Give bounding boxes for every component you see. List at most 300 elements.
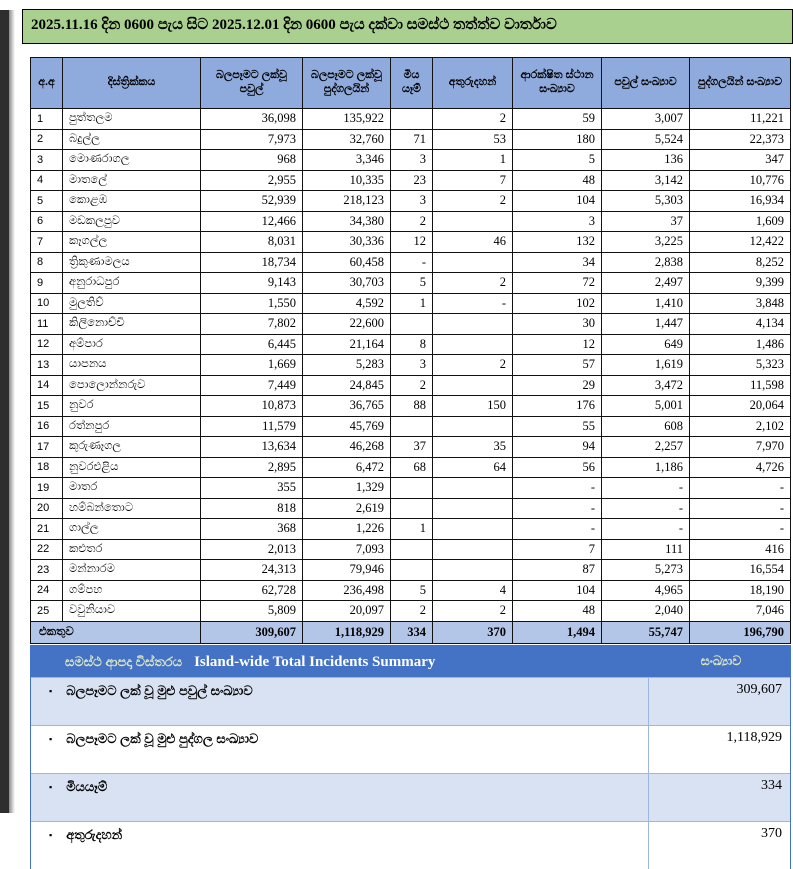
table-row [31, 396, 791, 417]
district-name-cell: පොලොන්නරුව [63, 375, 201, 396]
value-cell: 34,380 [303, 211, 391, 232]
value-cell: 18,190 [690, 580, 791, 601]
value-cell: 12 [391, 232, 433, 253]
table-header-row [31, 58, 791, 109]
value-cell: 1,609 [690, 211, 791, 232]
value-cell [391, 539, 433, 560]
value-cell [433, 314, 513, 335]
value-cell: 11,598 [690, 375, 791, 396]
value-cell: 2 [433, 191, 513, 212]
value-cell: 180 [513, 129, 602, 150]
district-name-cell: වවුනියාව [63, 601, 201, 622]
value-cell: 8,031 [201, 232, 303, 253]
row-number-cell: 15 [31, 396, 63, 417]
district-name-cell: ගම්පහ [63, 580, 201, 601]
value-cell: 4,965 [602, 580, 690, 601]
value-cell: 5,524 [602, 129, 690, 150]
district-name-cell: හම්බන්තොට [63, 498, 201, 519]
summary-count-header: සංඛ්‍යාව [700, 654, 742, 668]
value-cell: 7 [513, 539, 602, 560]
total-label-cell: එකතුව [31, 621, 201, 643]
district-name-cell: යාපනය [63, 355, 201, 376]
value-cell: 37 [602, 211, 690, 232]
district-name-cell: මාතලේ [63, 170, 201, 191]
column-header: අතුරුදහන් [433, 58, 513, 109]
summary-row [31, 725, 790, 773]
value-cell: 2 [391, 211, 433, 232]
value-cell: 2,955 [201, 170, 303, 191]
value-cell: 1,486 [690, 334, 791, 355]
value-cell: 2 [433, 601, 513, 622]
summary-title-english: Island-wide Total Incidents Summary [194, 653, 436, 670]
value-cell: 111 [602, 539, 690, 560]
summary-label-cell [31, 822, 649, 869]
value-cell: 37 [391, 437, 433, 458]
value-cell: 12,466 [201, 211, 303, 232]
total-value-cell: 55,747 [602, 621, 690, 643]
district-name-cell: කළුතර [63, 539, 201, 560]
value-cell: 818 [201, 498, 303, 519]
value-cell: 7,046 [690, 601, 791, 622]
row-number-cell: 22 [31, 539, 63, 560]
value-cell: 150 [433, 396, 513, 417]
table-row [31, 314, 791, 335]
value-cell: 16,554 [690, 560, 791, 581]
value-cell: 11,221 [690, 109, 791, 130]
table-row [31, 252, 791, 273]
value-cell: 8,252 [690, 252, 791, 273]
row-number-cell: 2 [31, 129, 63, 150]
district-name-cell: මුලතිව් [63, 293, 201, 314]
value-cell: 12 [513, 334, 602, 355]
table-row [31, 293, 791, 314]
table-row [31, 232, 791, 253]
summary-label-cell [31, 726, 649, 773]
value-cell: 20,064 [690, 396, 791, 417]
total-value-cell: 334 [391, 621, 433, 643]
value-cell: 2 [433, 109, 513, 130]
value-cell: 218,123 [303, 191, 391, 212]
value-cell: 36,765 [303, 396, 391, 417]
report-title: 2025.11.16 දින 0600 පැය සිට 2025.12.01 දින 0600 පැය දක්වා සමස්ථ තත්ත්ව වාර්තාව [22, 9, 793, 44]
value-cell: - [690, 519, 791, 540]
summary-label-cell [31, 774, 649, 821]
row-number-cell: 8 [31, 252, 63, 273]
value-cell: 48 [513, 601, 602, 622]
value-cell: 8 [391, 334, 433, 355]
value-cell: 87 [513, 560, 602, 581]
value-cell: 5,283 [303, 355, 391, 376]
district-name-cell: අනුරාධපුර [63, 273, 201, 294]
value-cell: - [513, 519, 602, 540]
total-value-cell: 1,494 [513, 621, 602, 643]
value-cell: 2,838 [602, 252, 690, 273]
value-cell [391, 416, 433, 437]
row-number-cell: 1 [31, 109, 63, 130]
district-statistics-table [30, 57, 791, 644]
summary-row [31, 821, 790, 869]
value-cell: 56 [513, 457, 602, 478]
value-cell: 4,592 [303, 293, 391, 314]
value-cell: 968 [201, 150, 303, 171]
value-cell: 5,303 [602, 191, 690, 212]
value-cell [433, 560, 513, 581]
row-number-cell: 18 [31, 457, 63, 478]
row-number-cell: 16 [31, 416, 63, 437]
summary-row-label: අතුරුදහන් [66, 827, 123, 842]
value-cell: 9,143 [201, 273, 303, 294]
value-cell: - [602, 498, 690, 519]
summary-row-value: 370 [761, 826, 782, 841]
page-left-edge [0, 10, 9, 813]
value-cell: 135,922 [303, 109, 391, 130]
district-name-cell: කොළඹ [63, 191, 201, 212]
value-cell: 10,873 [201, 396, 303, 417]
total-value-cell: 309,607 [201, 621, 303, 643]
value-cell: 3,007 [602, 109, 690, 130]
district-name-cell: බදුල්ල [63, 129, 201, 150]
value-cell: 1,410 [602, 293, 690, 314]
value-cell: 1,226 [303, 519, 391, 540]
value-cell: 94 [513, 437, 602, 458]
summary-title-sinhala: සමස්ථ ආපදා විස්තරය [65, 653, 183, 669]
district-name-cell: අම්පාර [63, 334, 201, 355]
value-cell [433, 211, 513, 232]
district-name-cell: මොණරාගල [63, 150, 201, 171]
value-cell: 1 [391, 519, 433, 540]
row-number-cell: 19 [31, 478, 63, 499]
value-cell: 45,769 [303, 416, 391, 437]
value-cell: 7,973 [201, 129, 303, 150]
value-cell: 1,619 [602, 355, 690, 376]
total-value-cell: 1,118,929 [303, 621, 391, 643]
value-cell: 6,445 [201, 334, 303, 355]
row-number-cell: 17 [31, 437, 63, 458]
table-row [31, 355, 791, 376]
value-cell: 1,669 [201, 355, 303, 376]
value-cell: 52,939 [201, 191, 303, 212]
value-cell: 3 [513, 211, 602, 232]
value-cell: 416 [690, 539, 791, 560]
value-cell: 21,164 [303, 334, 391, 355]
value-cell: 3,848 [690, 293, 791, 314]
row-number-cell: 11 [31, 314, 63, 335]
district-name-cell: කුරුණෑගල [63, 437, 201, 458]
value-cell [433, 478, 513, 499]
value-cell: 104 [513, 191, 602, 212]
column-header: ආරක්ෂිත ස්ථාන සංඛ්‍යාව [513, 58, 602, 109]
table-row [31, 478, 791, 499]
total-value-cell: 196,790 [690, 621, 791, 643]
district-name-cell: මඩකලපුව [63, 211, 201, 232]
value-cell: 60,458 [303, 252, 391, 273]
value-cell: 32,760 [303, 129, 391, 150]
value-cell: 18,734 [201, 252, 303, 273]
value-cell: - [602, 478, 690, 499]
value-cell: 4,726 [690, 457, 791, 478]
value-cell: 6,472 [303, 457, 391, 478]
column-header: දිස්ත්‍රික්කය [63, 58, 201, 109]
value-cell: - [433, 293, 513, 314]
value-cell: 30,336 [303, 232, 391, 253]
value-cell: 132 [513, 232, 602, 253]
value-cell: 4,134 [690, 314, 791, 335]
value-cell [433, 416, 513, 437]
value-cell: 236,498 [303, 580, 391, 601]
value-cell: 7,449 [201, 375, 303, 396]
table-row [31, 539, 791, 560]
value-cell: 5 [391, 273, 433, 294]
value-cell: 24,313 [201, 560, 303, 581]
summary-row-label: බලපෑමට ලක් වූ මුළු පුද්ගල සංඛ්‍යාව [66, 731, 259, 746]
column-header: අ.අ [31, 58, 63, 109]
value-cell: 48 [513, 170, 602, 191]
value-cell: 2,013 [201, 539, 303, 560]
value-cell: 176 [513, 396, 602, 417]
value-cell: 30 [513, 314, 602, 335]
value-cell: 608 [602, 416, 690, 437]
value-cell: 5,323 [690, 355, 791, 376]
value-cell: 36,098 [201, 109, 303, 130]
value-cell: 46,268 [303, 437, 391, 458]
value-cell: - [690, 498, 791, 519]
value-cell: 22,600 [303, 314, 391, 335]
row-number-cell: 25 [31, 601, 63, 622]
row-number-cell: 24 [31, 580, 63, 601]
district-name-cell: ත්‍රිකුණාමලය [63, 252, 201, 273]
value-cell: 3 [391, 355, 433, 376]
value-cell: 79,946 [303, 560, 391, 581]
district-name-cell: නුවරඑළිය [63, 457, 201, 478]
table-row [31, 580, 791, 601]
table-row [31, 457, 791, 478]
table-row [31, 334, 791, 355]
value-cell: 59 [513, 109, 602, 130]
value-cell: 29 [513, 375, 602, 396]
value-cell [391, 560, 433, 581]
value-cell [391, 314, 433, 335]
total-value-cell: 370 [433, 621, 513, 643]
value-cell: 1,186 [602, 457, 690, 478]
row-number-cell: 12 [31, 334, 63, 355]
value-cell [391, 478, 433, 499]
value-cell: 7,093 [303, 539, 391, 560]
value-cell: 2,497 [602, 273, 690, 294]
value-cell: 2 [391, 601, 433, 622]
value-cell: 46 [433, 232, 513, 253]
value-cell [433, 519, 513, 540]
value-cell: 62,728 [201, 580, 303, 601]
value-cell: 3,142 [602, 170, 690, 191]
value-cell: 368 [201, 519, 303, 540]
table-row [31, 273, 791, 294]
value-cell: 104 [513, 580, 602, 601]
district-name-cell: මන්නාරම [63, 560, 201, 581]
value-cell: 1,329 [303, 478, 391, 499]
value-cell: 1,447 [602, 314, 690, 335]
value-cell: - [690, 478, 791, 499]
summary-row [31, 773, 790, 821]
value-cell: 3 [391, 150, 433, 171]
value-cell: 649 [602, 334, 690, 355]
district-name-cell: රත්නපුර [63, 416, 201, 437]
value-cell: - [391, 252, 433, 273]
value-cell: 2,257 [602, 437, 690, 458]
value-cell: - [513, 478, 602, 499]
table-row [31, 437, 791, 458]
row-number-cell: 5 [31, 191, 63, 212]
value-cell: 2 [433, 273, 513, 294]
island-wide-summary-table [30, 645, 791, 869]
value-cell: 57 [513, 355, 602, 376]
table-row [31, 560, 791, 581]
summary-row-value: 1,118,929 [726, 730, 782, 745]
summary-title [31, 653, 652, 671]
value-cell [433, 252, 513, 273]
summary-row-label: මියයෑම් [66, 779, 108, 794]
table-row [31, 375, 791, 396]
value-cell: 20,097 [303, 601, 391, 622]
value-cell: 35 [433, 437, 513, 458]
value-cell: 72 [513, 273, 602, 294]
bullet-icon: ▪ [49, 830, 53, 840]
page-left-edge-shadow [9, 10, 15, 813]
value-cell [433, 375, 513, 396]
value-cell: 11,579 [201, 416, 303, 437]
value-cell: 5 [513, 150, 602, 171]
row-number-cell: 13 [31, 355, 63, 376]
summary-row-value: 334 [761, 778, 782, 793]
bullet-icon: ▪ [49, 734, 53, 744]
district-name-cell: ගාල්ල [63, 519, 201, 540]
column-header: මිය යෑම් [391, 58, 433, 109]
summary-label-cell [31, 678, 649, 725]
district-name-cell: කෑගල්ල [63, 232, 201, 253]
row-number-cell: 20 [31, 498, 63, 519]
value-cell: 5 [391, 580, 433, 601]
table-row [31, 519, 791, 540]
district-name-cell: කිලිනොච්චි [63, 314, 201, 335]
table-total-row [31, 621, 791, 643]
value-cell: 4 [433, 580, 513, 601]
value-cell [433, 539, 513, 560]
value-cell [433, 334, 513, 355]
value-cell: 30,703 [303, 273, 391, 294]
value-cell: 5,809 [201, 601, 303, 622]
value-cell: 22,373 [690, 129, 791, 150]
value-cell: 3,225 [602, 232, 690, 253]
column-header: පවුල් සංඛ්‍යාව [602, 58, 690, 109]
value-cell: 10,335 [303, 170, 391, 191]
value-cell: 2,895 [201, 457, 303, 478]
value-cell: 68 [391, 457, 433, 478]
value-cell: 7 [433, 170, 513, 191]
column-header: පුද්ගලයින් සංඛ්‍යාව [690, 58, 791, 109]
row-number-cell: 21 [31, 519, 63, 540]
table-row [31, 150, 791, 171]
value-cell [391, 109, 433, 130]
value-cell: - [602, 519, 690, 540]
value-cell: 10,776 [690, 170, 791, 191]
value-cell: 2,102 [690, 416, 791, 437]
table-row [31, 191, 791, 212]
value-cell: 16,934 [690, 191, 791, 212]
row-number-cell: 3 [31, 150, 63, 171]
row-number-cell: 14 [31, 375, 63, 396]
value-cell: 136 [602, 150, 690, 171]
row-number-cell: 4 [31, 170, 63, 191]
bullet-icon: ▪ [49, 686, 53, 696]
value-cell: 7,970 [690, 437, 791, 458]
summary-row [31, 677, 790, 725]
row-number-cell: 23 [31, 560, 63, 581]
table-row [31, 416, 791, 437]
value-cell: 347 [690, 150, 791, 171]
value-cell: 24,845 [303, 375, 391, 396]
value-cell: 3,346 [303, 150, 391, 171]
value-cell: 3 [391, 191, 433, 212]
value-cell: 102 [513, 293, 602, 314]
value-cell: 3,472 [602, 375, 690, 396]
district-name-cell: පුත්තලම [63, 109, 201, 130]
summary-row-value: 309,607 [736, 682, 782, 697]
summary-header [31, 646, 790, 677]
table-row [31, 211, 791, 232]
table-row [31, 601, 791, 622]
summary-rows [31, 677, 790, 869]
value-cell: 12,422 [690, 232, 791, 253]
row-number-cell: 10 [31, 293, 63, 314]
value-cell: 1 [391, 293, 433, 314]
value-cell: 55 [513, 416, 602, 437]
row-number-cell: 7 [31, 232, 63, 253]
bullet-icon: ▪ [49, 782, 53, 792]
table-row [31, 129, 791, 150]
value-cell: 7,802 [201, 314, 303, 335]
value-cell: 5,273 [602, 560, 690, 581]
column-header: බලපෑමට ලක්වූ පවුල් [201, 58, 303, 109]
district-name-cell: මාතර [63, 478, 201, 499]
row-number-cell: 9 [31, 273, 63, 294]
row-number-cell: 6 [31, 211, 63, 232]
summary-row-label: බලපෑමට ලක් වූ මුළු පවුල් සංඛ්‍යාව [66, 683, 253, 698]
table-row [31, 109, 791, 130]
value-cell: 1,550 [201, 293, 303, 314]
value-cell [391, 498, 433, 519]
value-cell: 9,399 [690, 273, 791, 294]
value-cell [433, 498, 513, 519]
value-cell: 2,040 [602, 601, 690, 622]
value-cell: - [513, 498, 602, 519]
value-cell: 64 [433, 457, 513, 478]
value-cell: 34 [513, 252, 602, 273]
value-cell: 355 [201, 478, 303, 499]
value-cell: 53 [433, 129, 513, 150]
value-cell: 13,634 [201, 437, 303, 458]
column-header: බලපෑමට ලක්වූ පුද්ගලයින් [303, 58, 391, 109]
value-cell: 5,001 [602, 396, 690, 417]
district-name-cell: නුවර [63, 396, 201, 417]
value-cell: 2,619 [303, 498, 391, 519]
table-row [31, 498, 791, 519]
value-cell: 71 [391, 129, 433, 150]
value-cell: 2 [391, 375, 433, 396]
value-cell: 88 [391, 396, 433, 417]
table-row [31, 170, 791, 191]
value-cell: 2 [433, 355, 513, 376]
value-cell: 1 [433, 150, 513, 171]
value-cell: 23 [391, 170, 433, 191]
